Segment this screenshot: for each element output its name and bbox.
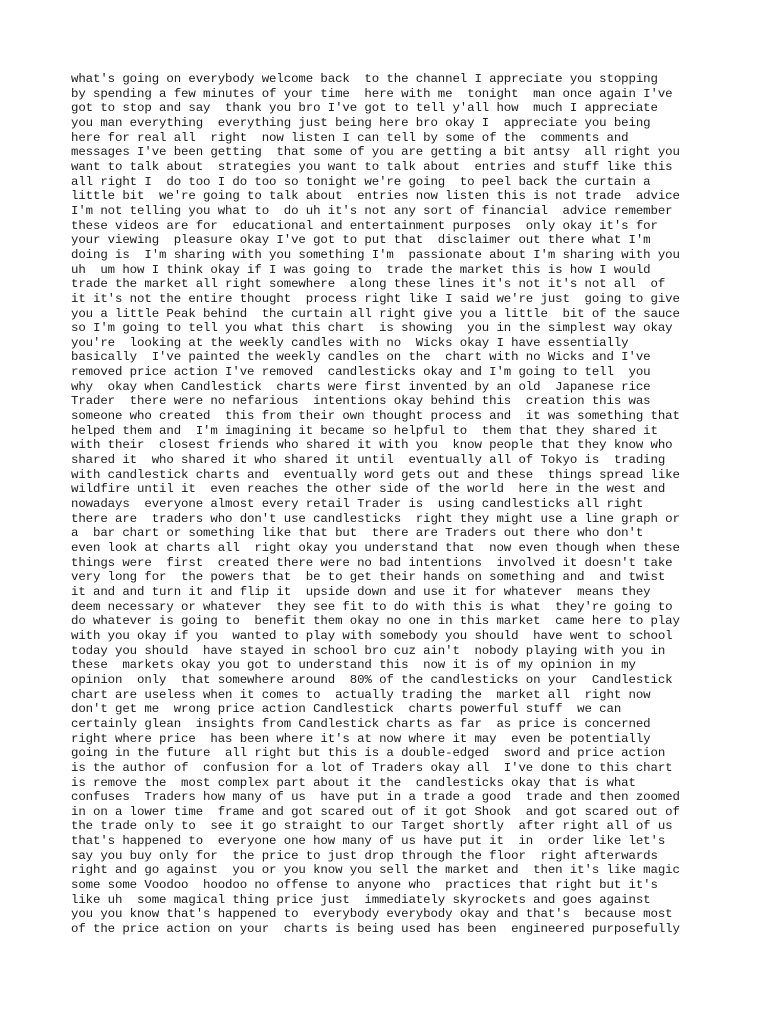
- transcript-line: these videos are for educational and entertainment purposes only okay it's for: [71, 218, 658, 233]
- transcript-line: that's happened to everyone one how many of us have put it in order like let's: [71, 834, 666, 849]
- transcript-line: with you okay if you wanted to play with somebody you should have went to school: [71, 628, 673, 643]
- transcript-line: it and and turn it and flip it upside down and use it for whatever means they: [71, 584, 651, 599]
- transcript-line: what's going on everybody welcome back to the channel I appreciate you stopping: [71, 72, 658, 86]
- transcript-line: here for real all right now listen I can tell by some of the comments and: [71, 130, 629, 145]
- transcript-line: you're looking at the weekly candles with no Wicks okay I have essentially: [71, 335, 629, 350]
- transcript-line: going in the future all right but this is a double-edged sword and price action: [71, 746, 666, 761]
- transcript-line: chart are useless when it comes to actually trading the market all right now: [71, 687, 651, 702]
- transcript-line: with their closest friends who shared it with you know people that they know who: [71, 438, 673, 453]
- transcript-line: opinion only that somewhere around 80% of the candlesticks on your Candlestick: [71, 672, 673, 687]
- transcript-line: Trader there were no nefarious intentions okay behind this creation this was: [71, 394, 651, 409]
- transcript-line: certainly glean insights from Candlestick charts as far as price is concerned: [71, 716, 651, 731]
- transcript-line: today you should have stayed in school bro cuz ain't nobody playing with you in: [71, 643, 666, 658]
- transcript-line: even look at charts all right okay you understand that now even though when these: [71, 541, 680, 555]
- transcript-line: uh um how I think okay if I was going to trade the market this is how I would: [71, 262, 651, 277]
- transcript-line: deem necessary or whatever they see fit to do with this is what they're going to: [71, 599, 673, 614]
- transcript-line: there are traders who don't use candlesticks right they might use a line graph or: [71, 511, 680, 526]
- transcript-line: your viewing pleasure okay I've got to put that disclaimer out there what I'm: [71, 233, 651, 248]
- transcript-line: don't get me wrong price action Candlestick charts powerful stuff we can: [71, 702, 622, 717]
- transcript-line: messages I've been getting that some of you are getting a bit antsy all right you: [71, 145, 680, 160]
- transcript-line: want to talk about strategies you want to talk about entries and stuff like this: [71, 159, 673, 174]
- transcript-line: do whatever is going to benefit them okay no one in this market came here to play: [71, 614, 680, 629]
- transcript-line: like uh some magical thing price just immediately skyrockets and goes against: [71, 892, 651, 907]
- transcript-line: trade the market all right somewhere along these lines it's not it's not all of: [71, 277, 666, 292]
- transcript-line: very long for the powers that be to get their hands on something and and twist: [71, 570, 666, 585]
- transcript-line: of the price action on your charts is being used has been engineered purposefully: [71, 922, 680, 937]
- transcript-line: it it's not the entire thought process right like I said we're just going to give: [71, 291, 680, 306]
- transcript-line: you you know that's happened to everybody everybody okay and that's because most: [71, 907, 673, 922]
- transcript-line: a bar chart or something like that but there are Traders out there who don't: [71, 526, 644, 541]
- transcript-line: wildfire until it even reaches the other side of the world here in the west and: [71, 482, 666, 497]
- transcript-line: by spending a few minutes of your time here with me tonight man once again I've: [71, 86, 673, 101]
- transcript-line: helped them and I'm imagining it became so helpful to them that they shared it: [71, 423, 658, 438]
- transcript-line: say you buy only for the price to just drop through the floor right afterwards: [71, 848, 658, 863]
- transcript-line: right where price has been where it's at now where it may even be potentially: [71, 731, 651, 746]
- transcript-line: the trade only to see it go straight to our Target shortly after right all of us: [71, 819, 673, 834]
- transcript-line: got to stop and say thank you bro I've got to tell y'all how much I appreciate: [71, 101, 658, 116]
- transcript-line: removed price action I've removed candlesticks okay and I'm going to tell you: [71, 365, 651, 380]
- document-page: [71, 72, 711, 937]
- transcript-line: things were first created there were no bad intentions involved it doesn't take: [71, 555, 673, 570]
- transcript-line: all right I do too I do too so tonight we're going to peel back the curtain a: [71, 174, 651, 189]
- transcript-line: you man everything everything just being here bro okay I appreciate you being: [71, 115, 651, 130]
- transcript-line: basically I've painted the weekly candles on the chart with no Wicks and I've: [71, 350, 651, 365]
- transcript-line: with candlestick charts and eventually word gets out and these things spread like: [71, 467, 680, 482]
- transcript-line: nowadays everyone almost every retail Trader is using candlesticks all right: [71, 497, 644, 512]
- transcript-line: is remove the most complex part about it the candlesticks okay that is what: [71, 775, 636, 790]
- transcript-line: in on a lower time frame and got scared out of it got Shook and got scared out of: [71, 804, 680, 819]
- transcript-line: shared it who shared it who shared it until eventually all of Tokyo is trading: [71, 453, 666, 468]
- transcript-line: why okay when Candlestick charts were first invented by an old Japanese rice: [71, 379, 651, 394]
- transcript-line: is the author of confusion for a lot of Traders okay all I've done to this chart: [71, 760, 673, 775]
- transcript-line: right and go against you or you know you sell the market and then it's like magic: [71, 863, 680, 878]
- transcript-line: doing is I'm sharing with you something I'm passionate about I'm sharing with you: [71, 247, 680, 262]
- transcript-line: little bit we're going to talk about entries now listen this is not trade advice: [71, 189, 680, 204]
- transcript-line: these markets okay you got to understand this now it is of my opinion in my: [71, 658, 636, 673]
- transcript-line: some some Voodoo hoodoo no offense to anyone who practices that right but it's: [71, 878, 658, 893]
- transcript-line: someone who created this from their own thought process and it was something that: [71, 409, 680, 424]
- transcript-line: I'm not telling you what to do uh it's not any sort of financial advice remember: [71, 203, 673, 218]
- transcript-line: confuses Traders how many of us have put in a trade a good trade and then zoomed: [71, 790, 680, 805]
- transcript-line: so I'm going to tell you what this chart is showing you in the simplest way okay: [71, 321, 673, 336]
- transcript-line: you a little Peak behind the curtain all right give you a little bit of the sauce: [71, 306, 680, 321]
